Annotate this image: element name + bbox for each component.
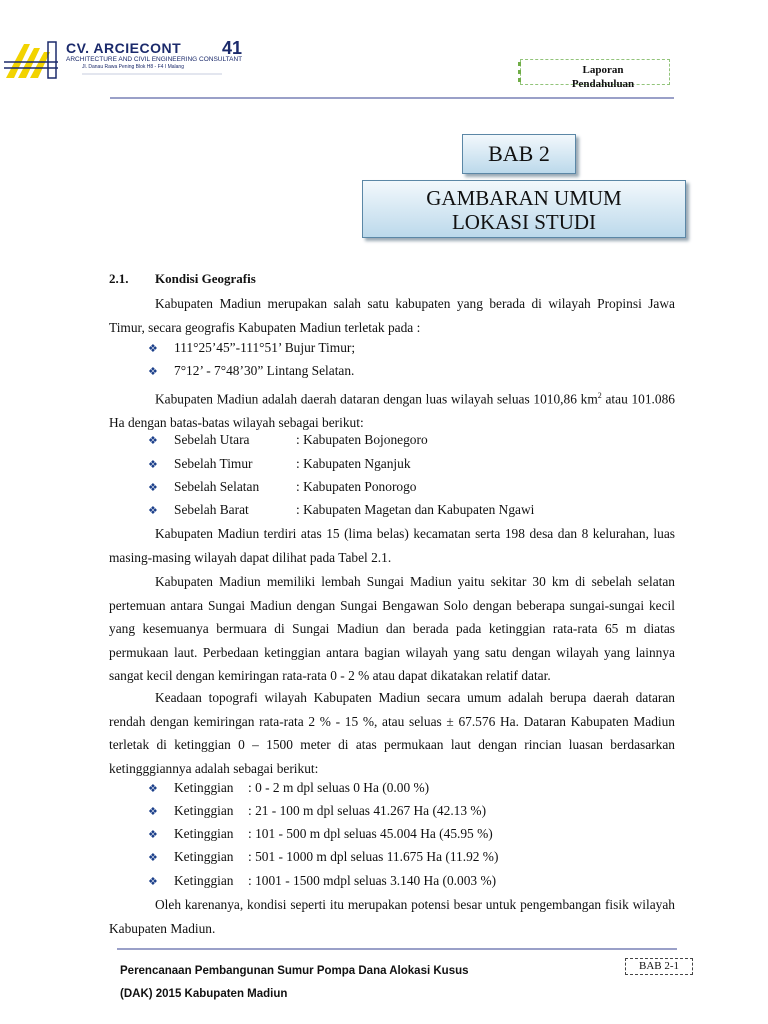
company-address: Jl. Danau Rawa Pening Blok H8 - F4 I Malang [82,64,184,70]
paragraph-location-intro: Kabupaten Madiun merupakan salah satu kabupaten yang berada di wilayah Propinsi Jawa Timur, secara geografis Kabupaten Madiun terletak pada : [109,296,675,335]
diamond-bullet-icon: ❖ [148,806,158,818]
list-item-elevation: ❖ Ketinggian : 0 - 2 m dpl seluas 0 Ha (0.00 %) [148,780,430,795]
diamond-bullet-icon: ❖ [148,459,158,471]
chapter-title-line2: LOKASI STUDI [451,210,597,234]
section-number: 2.1. [109,271,129,286]
company-number: 41 [222,38,243,58]
list-item-elevation: ❖ Ketinggian : 21 - 100 m dpl seluas 41.267 Ha (42.13 %) [148,803,487,818]
list-item-coordinate: ❖ 7°12’ - 7°48’30” Lintang Selatan. [148,363,355,378]
page-number: BAB 2-1 [625,958,693,975]
list-item-elevation: ❖ Ketinggian : 501 - 1000 m dpl seluas 11.675 Ha (11.92 %) [148,849,499,864]
list-item-elevation: ❖ Ketinggian : 1001 - 1500 mdpl seluas 3.140 Ha (0.003 %) [148,873,497,888]
report-type-label [548,63,658,91]
list-item-border: ❖ Sebelah Barat : Kabupaten Magetan dan Kabupaten Ngawi [148,502,535,517]
list-item-elevation: ❖ Ketinggian : 101 - 500 m dpl seluas 45.004 Ha (45.95 %) [148,826,493,841]
footer-divider [117,948,677,950]
company-name: CV. ARCIECONT [66,40,182,56]
chapter-title-box [362,180,686,238]
list-item-border: ❖ Sebelah Utara : Kabupaten Bojonegoro [148,432,428,447]
chapter-title-line1: GAMBARAN UMUM [426,186,622,210]
diamond-bullet-icon: ❖ [148,876,158,888]
diamond-bullet-icon: ❖ [148,852,158,864]
report-label-line2: Pendahuluan [571,78,635,90]
paragraph-area: Kabupaten Madiun adalah daerah dataran dengan luas wilayah seluas 1010,86 $km^2$ atau 101.086 Ha dengan batas-batas wilayah sebagai berikut: [109,391,675,430]
diamond-bullet-icon: ❖ [148,435,158,447]
report-label-line1: Laporan [582,64,624,76]
diamond-bullet-icon: ❖ [148,505,158,517]
diamond-bullet-icon: ❖ [148,783,158,795]
logo-faint-line [82,73,222,75]
list-item-border: ❖ Sebelah Timur : Kabupaten Nganjuk [148,456,411,471]
header-divider [110,97,674,99]
company-tagline: ARCHITECTURE AND CIVIL ENGINEERING CONSULTANT [66,56,243,63]
diamond-bullet-icon: ❖ [148,343,158,355]
footer-project-title [120,960,469,1006]
list-item-border: ❖ Sebelah Selatan : Kabupaten Ponorogo [148,479,417,494]
footer-line1: Perencanaan Pembangunan Sumur Pompa Dana Alokasi Kusus [120,965,469,977]
company-logo [4,40,256,82]
diamond-bullet-icon: ❖ [148,482,158,494]
paragraph-river: Kabupaten Madiun memiliki lembah Sungai Madiun yaitu sekitar 30 km di sebelah selatan pertemuan antara Sungai Madiun dengan Sungai Bengawan Solo dengan beberapa sungai-sungai kecil yang kesemuanya bermuara di Sungai Madiun dan berada pada ketinggian rata-rata 65 m diatas permukaan laut. Perbedaan ketinggian antara bagian wilayah yang satu dengan wilayah yang lainnya sangat kecil dengan kemiringan rata-rata 0 - 2 % atau dapat dikatakan relatif datar. [109,574,675,683]
chapter-number-box [462,134,576,174]
diamond-bullet-icon: ❖ [148,366,158,378]
list-item-coordinate: ❖ 111°25’45”-111°51’ Bujur Timur; [148,340,356,355]
chapter-number: BAB 2 [488,141,550,166]
arciecont-logo-icon [4,40,58,80]
footer-line2: (DAK) 2015 Kabupaten Madiun [120,988,288,1000]
section-title: Kondisi Geografis [155,271,256,286]
paragraph-conclusion: Oleh karenanya, kondisi seperti itu merupakan potensi besar untuk pengembangan fisik wilayah Kabupaten Madiun. [109,897,675,936]
report-box-marker-icon [518,62,521,82]
diamond-bullet-icon: ❖ [148,829,158,841]
paragraph-districts: Kabupaten Madiun terdiri atas 15 (lima belas) kecamatan serta 198 desa dan 8 kelurahan, luas masing-masing wilayah dapat dilihat pada Tabel 2.1. [109,526,675,565]
paragraph-topography: Keadaan topografi wilayah Kabupaten Madiun secara umum adalah berupa daerah dataran rendah dengan kemiringan rata-rata 2 % - 15 %, atau seluas ± 67.576 Ha. Dataran Kabupaten Madiun terletak di ketinggian 0 – 1500 meter di atas permukaan laut dengan rincian luasan berdasarkan ketingggiannya adalah sebagai berikut: [109,690,675,776]
